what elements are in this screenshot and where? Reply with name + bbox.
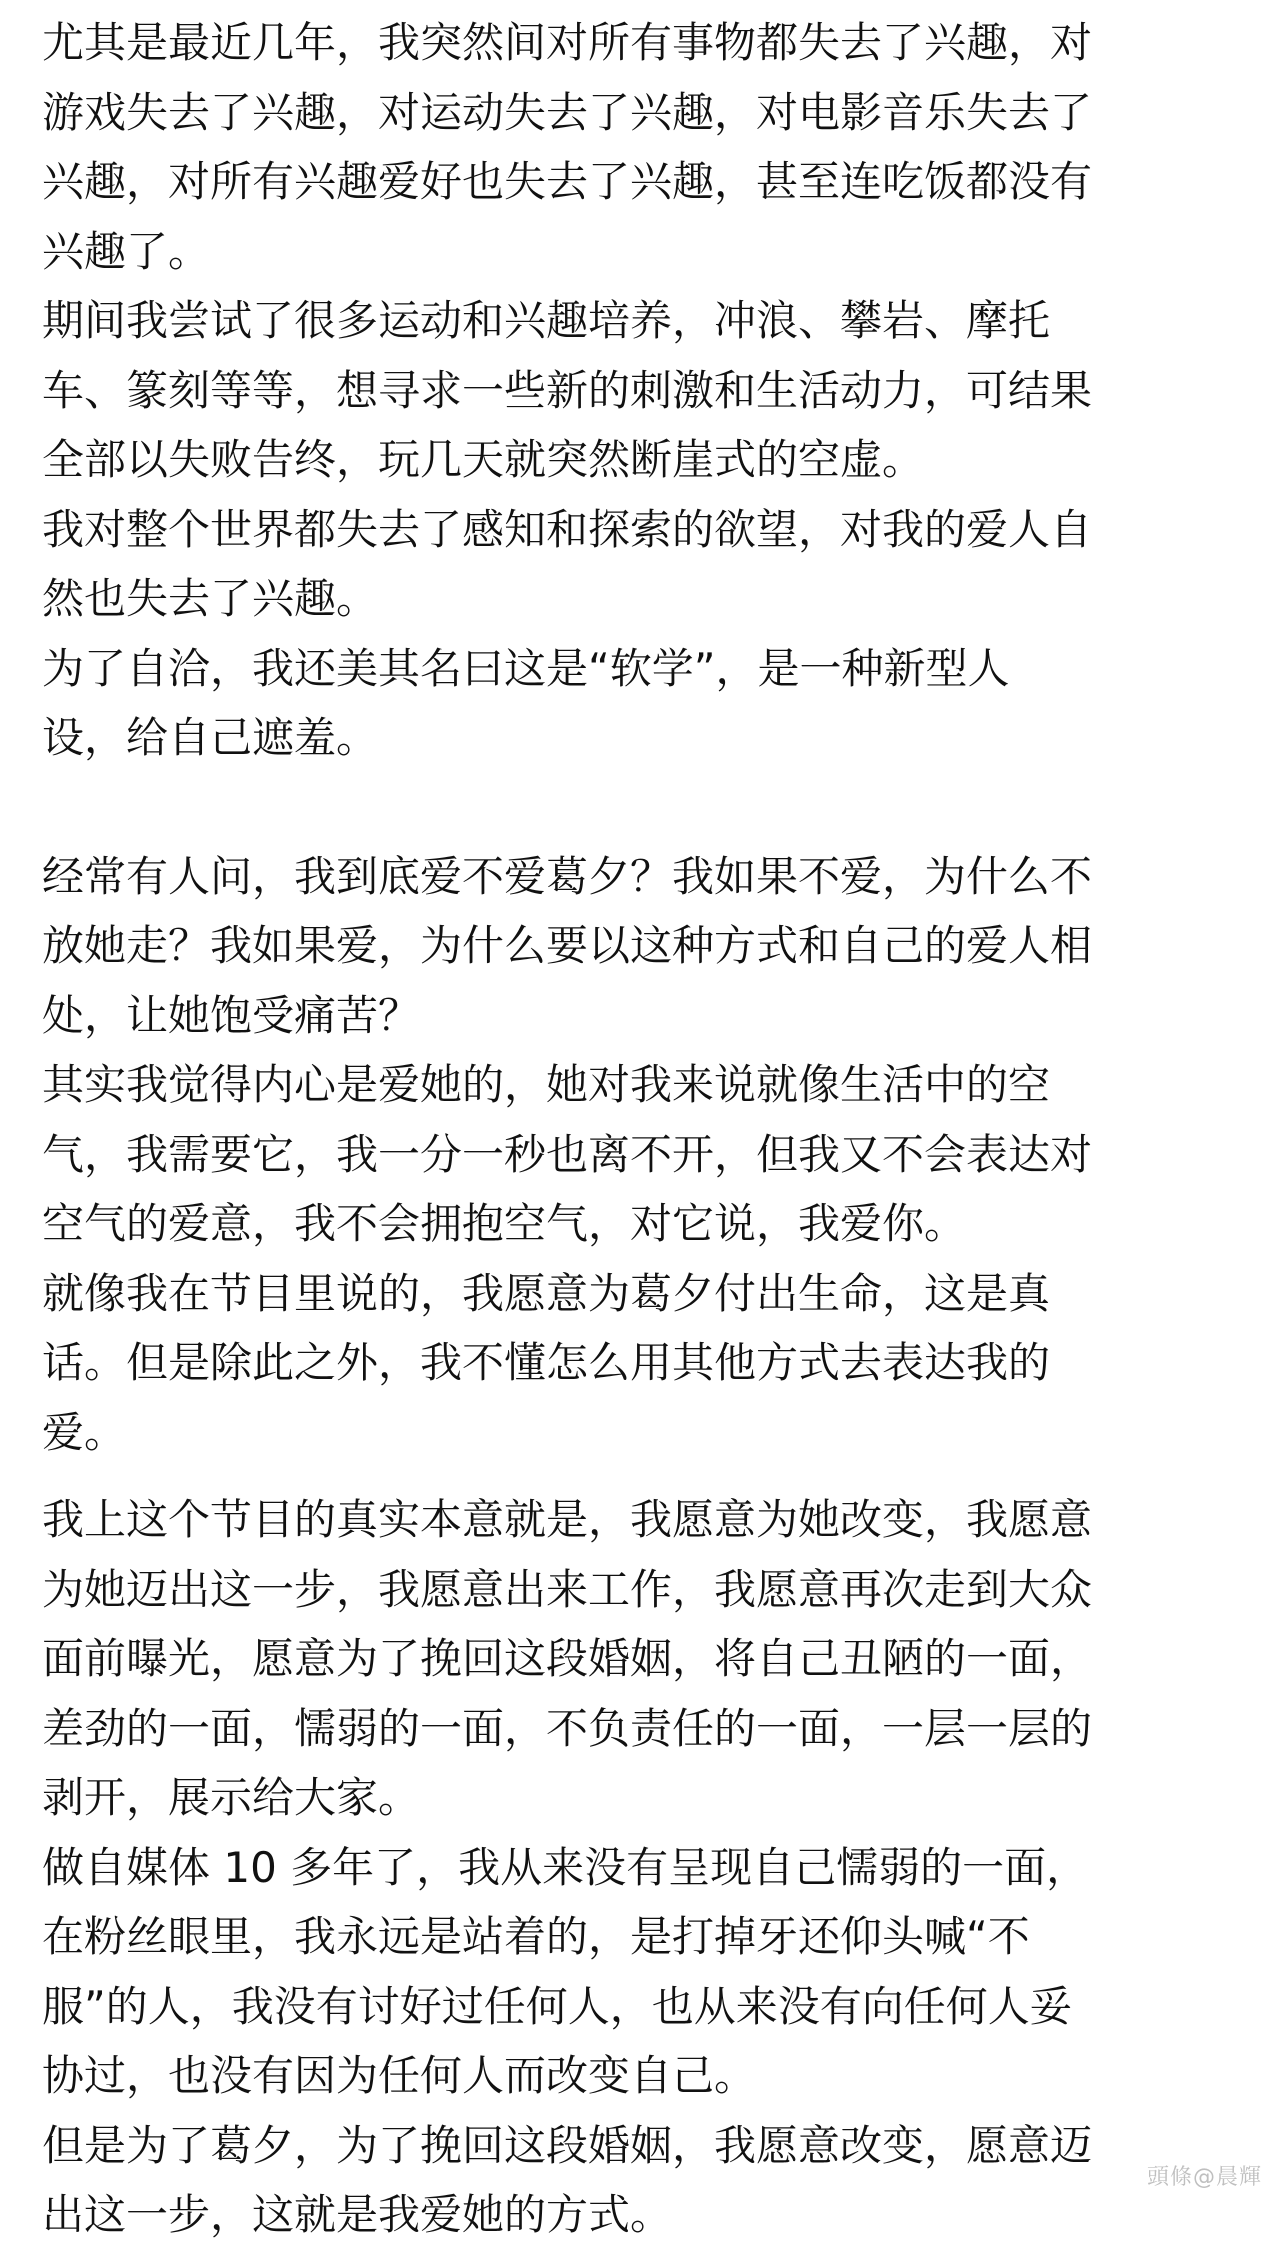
paragraph-1: 尤其是最近几年，我突然间对所有事物都失去了兴趣，对 游戏失去了兴趣，对运动失去了兴趣，对电影音乐失去了 兴趣，对所有兴趣爱好也失去了兴趣，甚至连吃饭都没有 兴趣了。 <box>42 18 1093 276</box>
paragraph-9: 做自媒体 10 多年了，我从来没有呈现自己懦弱的一面， 在粉丝眼里，我永远是站着的，是打掉牙还仰头喊“不 服”的人，我没有讨好过任何人，也从来没有向任何人妥 协过，也没有因为任何人而改变自己。 <box>42 1842 1089 2100</box>
paragraph-5: 经常有人问，我到底爱不爱葛夕？我如果不爱，为什么不 放她走？我如果爱，为什么要以这种方式和自己的爱人相 处，让她饱受痛苦？ <box>42 851 1093 1040</box>
paragraph-6: 其实我觉得内心是爱她的，她对我来说就像生活中的空 气，我需要它，我一分一秒也离不开，但我又不会表达对 空气的爱意，我不会拥抱空气，对它说，我爱你。 <box>42 1060 1093 1248</box>
paragraph-7: 就像我在节目里说的，我愿意为葛夕付出生命，这是真 话。但是除此之外，我不懂怎么用其他方式去表达我的 爱。 <box>42 1268 1051 1457</box>
paragraph-spacer <box>42 773 1242 842</box>
paragraph-10: 但是为了葛夕，为了挽回这段婚姻，我愿意改变，愿意迈 出这一步，这就是我爱她的方式。 <box>42 2120 1093 2239</box>
watermark-text: 頭條@晨輝 <box>1146 2165 1262 2190</box>
paragraph-3: 我对整个世界都失去了感知和探索的欲望，对我的爱人自 然也失去了兴趣。 <box>42 504 1093 623</box>
document-body <box>42 0 1242 2250</box>
paragraph-spacer-small <box>42 1467 1242 1485</box>
paragraph-8: 我上这个节目的真实本意就是，我愿意为她改变，我愿意 为她迈出这一步，我愿意出来工作，我愿意再次走到大众 面前曝光，愿意为了挽回这段婚姻，将自己丑陋的一面， 差劲的一面，懦弱的一面，不负责任的一面，一层一层的 剥开，展示给大家。 <box>42 1495 1093 1822</box>
paragraph-2: 期间我尝试了很多运动和兴趣培养，冲浪、攀岩、摩托 车、篆刻等等，想寻求一些新的刺激和生活动力，可结果 全部以失败告终，玩几天就突然断崖式的空虚。 <box>42 296 1093 484</box>
paragraph-4: 为了自洽，我还美其名曰这是“软学”，是一种新型人 设，给自己遮羞。 <box>42 643 1010 762</box>
